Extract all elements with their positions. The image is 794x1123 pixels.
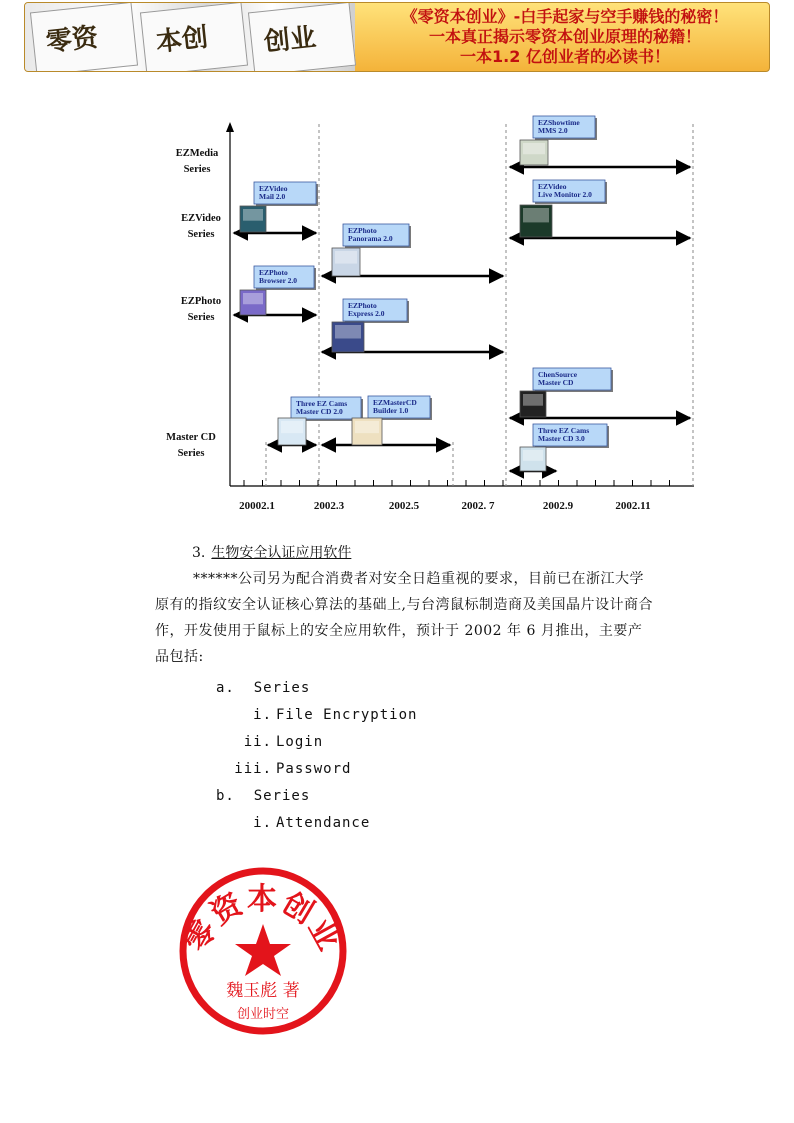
product-box: [254, 266, 316, 290]
list-label-file-encryption: File Encryption: [276, 707, 418, 723]
banner-slogans: [363, 7, 767, 67]
book-mark-3: 创业: [262, 22, 318, 58]
x-axis-minor-ticks: [244, 480, 670, 486]
product-screenshot-thumbnail: [520, 391, 546, 417]
banner-slogan-1: 《零资本创业》-白手起家与空手赚钱的秘密！: [401, 7, 729, 26]
product-box: [368, 396, 432, 420]
list-marker-a-ii: ii.: [243, 734, 272, 750]
product-screenshot-thumbnail: [332, 248, 360, 276]
list-label-b: Series: [253, 788, 311, 804]
product-label-line: Three EZ Cams: [538, 426, 590, 435]
y-axis-arrow: [226, 122, 234, 132]
seal-arc-textpath: 零资本创业: [179, 881, 347, 958]
x-tick-label-2: 2002.3: [313, 500, 345, 512]
product-screenshot-thumbnail: [520, 447, 546, 471]
section-paragraph: ******公司另为配合消费者对安全日趋重视的要求，目前已在浙江大学原有的指纹安全认证核心算法的基础上,与台湾鼠标制造商及美国晶片设计商合作，开发使用于鼠标上的安全应用软件，预计于 2002 年 6 月推出，主要产品包括:: [155, 571, 653, 665]
thumbnail-highlight: [335, 325, 361, 339]
product-label-line: EZMasterCD: [373, 398, 417, 407]
section-number: 3.: [192, 545, 206, 561]
product-label-line: Master CD 2.0: [296, 407, 343, 416]
series-label-ezphoto-2: Series: [187, 312, 215, 323]
book-cover-1: [30, 2, 138, 72]
list-marker-b: b.: [216, 788, 235, 804]
section-title: 生物安全认证应用软件: [211, 545, 352, 561]
product-label-line: Master CD 3.0: [538, 434, 585, 443]
thumbnail-highlight: [355, 421, 379, 433]
list-marker-a: a.: [216, 680, 235, 696]
book-cover-3: [248, 2, 356, 72]
product-box: [533, 368, 613, 392]
thumbnail-highlight: [243, 209, 263, 221]
thumbnail-highlight: [243, 293, 263, 304]
product-label-line: EZPhoto: [348, 301, 377, 310]
product-label-line: Live Monitor 2.0: [538, 190, 592, 199]
seal-publisher: 创业时空: [236, 1007, 290, 1022]
product-timeline-chart: [160, 110, 720, 520]
list-marker-a-iii: iii.: [234, 761, 272, 777]
product-label-line: ChenSource: [538, 370, 578, 379]
product-label-line: MMS 2.0: [538, 126, 568, 135]
timeline-svg: [160, 110, 720, 520]
x-tick-label-5: 2002.9: [542, 500, 574, 512]
list-label-a: Series: [253, 680, 311, 696]
thumbnail-highlight: [523, 143, 545, 154]
list-label-password: Password: [276, 761, 352, 777]
x-tick-label-6: 2002.11: [615, 500, 651, 512]
list-label-login: Login: [276, 734, 324, 750]
banner-slogan-3: 一本1.2 亿创业者的必读书！: [460, 47, 670, 66]
product-box: [533, 116, 597, 140]
series-label-ezmedia-1: EZMedia: [175, 148, 219, 159]
author-seal-stamp: [178, 866, 348, 1036]
book-mark-2: 本创: [154, 22, 210, 58]
thumbnail-highlight: [281, 421, 303, 433]
list-marker-a-i: i.: [253, 707, 272, 723]
list-label-attendance: Attendance: [276, 815, 371, 831]
seal-svg: [178, 866, 348, 1036]
seal-star-icon: [235, 924, 291, 976]
product-label-line: Panorama 2.0: [348, 234, 393, 243]
series-label-ezmedia-2: Series: [183, 164, 211, 175]
series-label-ezphoto-1: EZPhoto: [180, 296, 222, 307]
series-label-mastercd-2: Series: [177, 448, 205, 459]
series-label-mastercd-1: Master CD: [166, 432, 216, 443]
seal-author: 魏玉彪 著: [226, 981, 300, 1001]
series-label-ezvideo-2: Series: [187, 229, 215, 240]
list-item-a: [216, 680, 310, 696]
list-item-b: [216, 788, 310, 804]
product-label-line: EZShowtime: [538, 118, 580, 127]
product-label-line: Express 2.0: [348, 309, 385, 318]
banner-slogan-2: 一本真正揭示零资本创业原理的秘籍！: [428, 27, 701, 46]
thumbnail-highlight: [523, 394, 543, 406]
product-screenshot-thumbnail: [520, 140, 548, 165]
product-screenshot-thumbnail: [278, 418, 306, 445]
product-label-line: Browser 2.0: [259, 276, 298, 285]
product-label-line: Mail 2.0: [259, 192, 286, 201]
product-screenshot-thumbnail: [240, 290, 266, 315]
product-box: [343, 299, 409, 323]
book-mark-1: 零资: [44, 22, 100, 58]
series-label-ezvideo-1: EZVideo: [181, 213, 221, 224]
list-marker-b-i: i.: [253, 815, 272, 831]
product-screenshot-thumbnail: [240, 206, 266, 232]
x-tick-label-4: 2002. 7: [461, 500, 495, 512]
book-cover-images: [25, 3, 355, 71]
x-tick-label-3: 2002.5: [388, 500, 420, 512]
product-label-line: EZVideo: [538, 182, 567, 191]
x-tick-label-1: 20002.1: [239, 500, 275, 512]
product-label-line: EZPhoto: [259, 268, 288, 277]
product-screenshot-thumbnail: [352, 418, 382, 445]
product-box: [254, 182, 318, 206]
thumbnail-highlight: [523, 208, 549, 222]
product-box: [343, 224, 411, 248]
product-box: [533, 180, 607, 204]
top-banner: [24, 2, 770, 72]
thumbnail-highlight: [523, 450, 543, 461]
section-heading: [192, 540, 692, 566]
product-label-line: EZPhoto: [348, 226, 377, 235]
product-screenshot-thumbnail: [520, 205, 552, 237]
product-label-line: Master CD: [538, 378, 574, 387]
product-box: [291, 397, 363, 421]
product-label-line: Builder 1.0: [373, 406, 409, 415]
thumbnail-highlight: [335, 251, 357, 264]
product-box: [533, 424, 609, 448]
book-cover-2: [140, 2, 248, 72]
product-screenshot-thumbnail: [332, 322, 364, 352]
product-label-line: EZVideo: [259, 184, 288, 193]
product-label-line: Three EZ Cams: [296, 399, 348, 408]
